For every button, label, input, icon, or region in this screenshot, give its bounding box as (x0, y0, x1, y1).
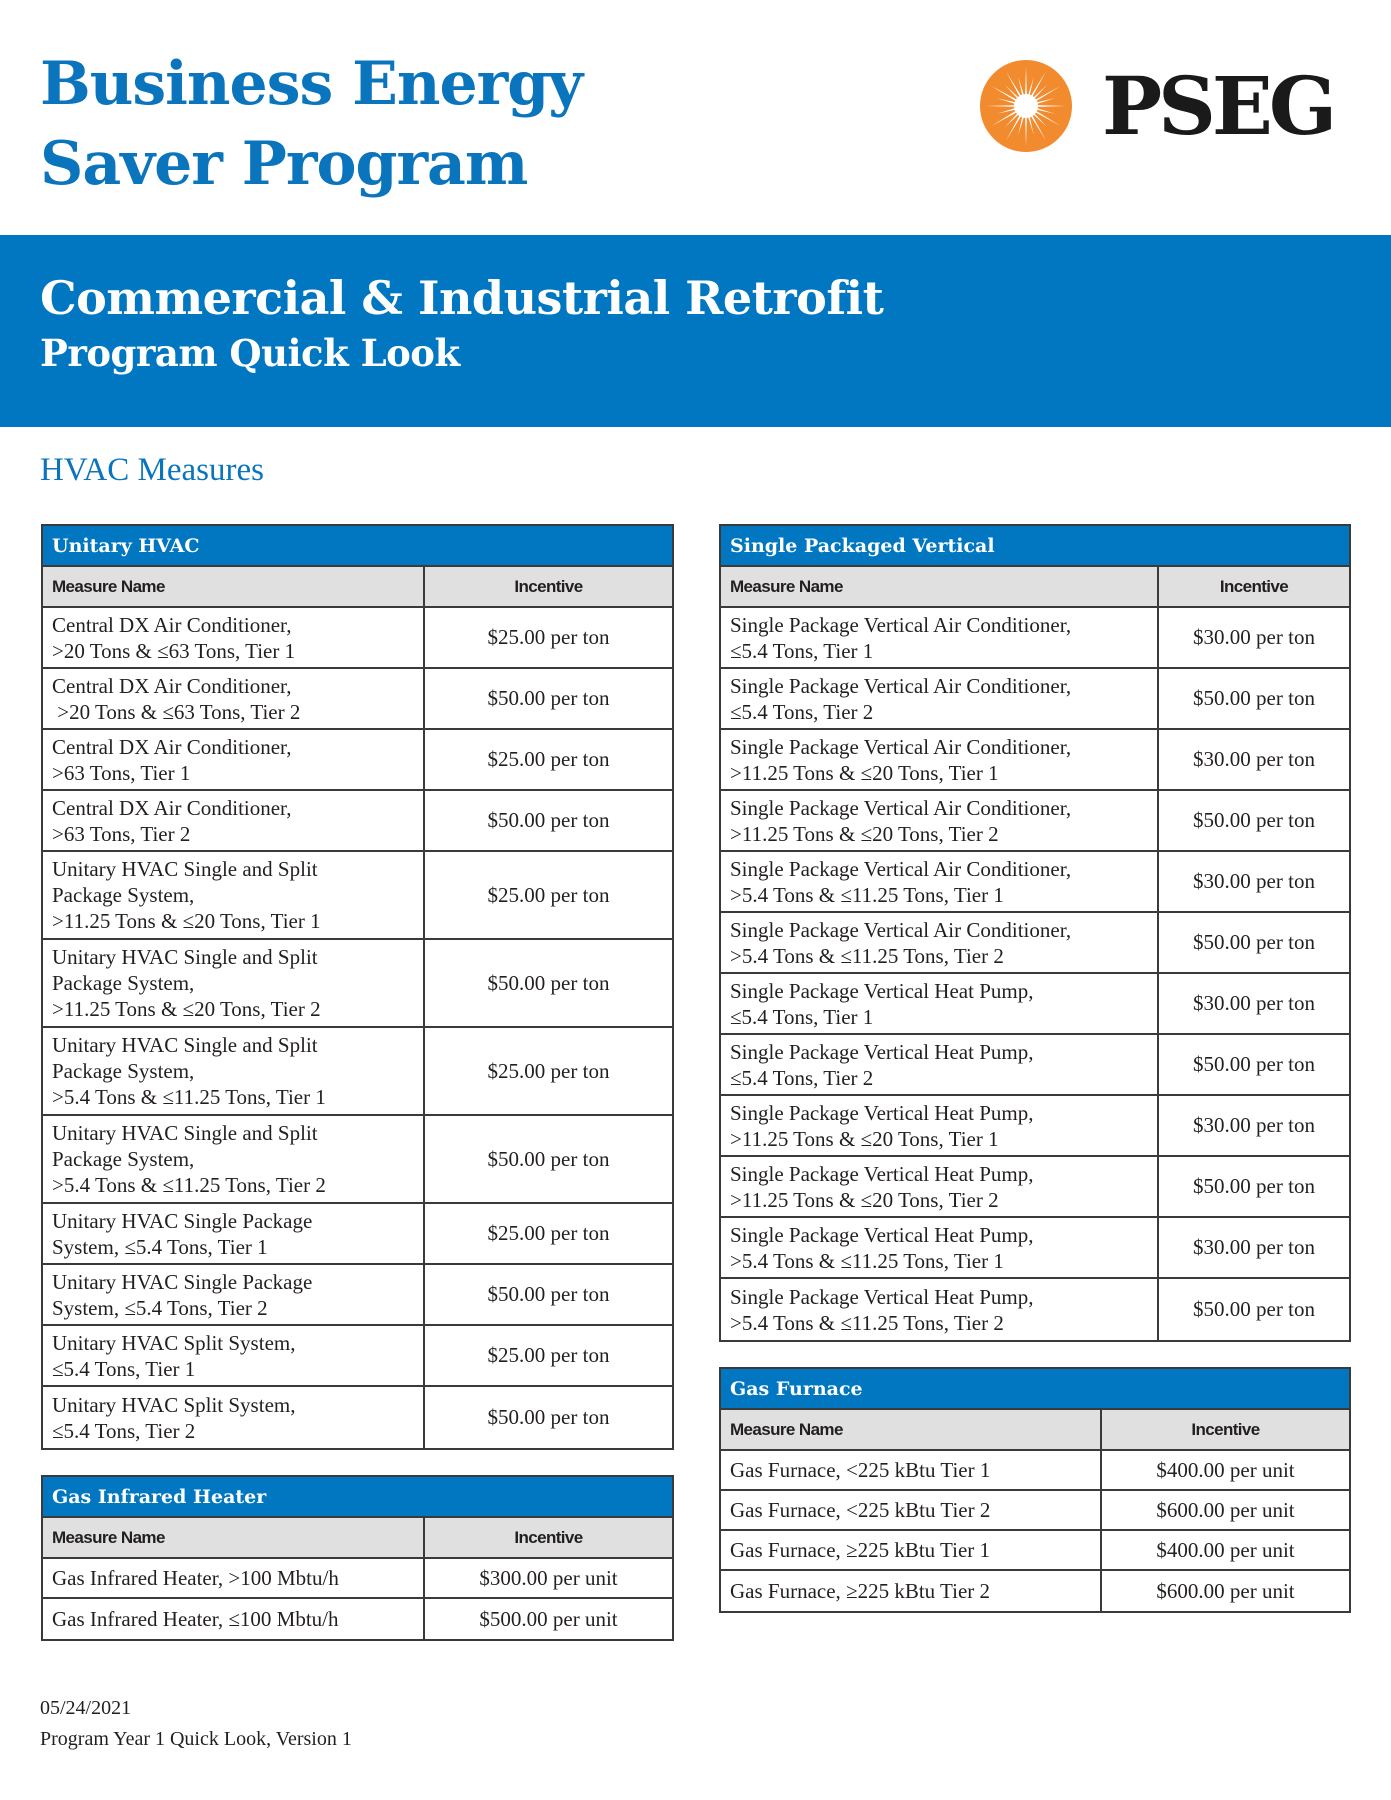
table-row (721, 1035, 1349, 1096)
incentive-cell: $50.00 per ton (487, 970, 610, 995)
incentive-cell: $30.00 per ton (1193, 1235, 1315, 1259)
measure-name-cell (721, 1451, 1102, 1489)
measure-name: Single Package Vertical Heat Pump, >5.4 Tons & ≤11.25 Tons, Tier 1 (730, 1222, 1034, 1273)
incentive-cell: $25.00 per ton (487, 1221, 610, 1245)
measure-name-cell (43, 730, 425, 789)
incentive-cell: $50.00 per ton (1193, 686, 1315, 710)
measure-name: Single Package Vertical Air Conditioner, >11.25 Tons & ≤20 Tons, Tier 2 (730, 795, 1072, 846)
incentive-cell: $50.00 per ton (487, 808, 610, 832)
measure-name: Central DX Air Conditioner, >63 Tons, Tier 1 (52, 734, 292, 785)
table-title: Single Packaged Vertical (721, 526, 1349, 567)
measure-name-cell (43, 791, 425, 850)
measure-name: Single Package Vertical Air Conditioner, >11.25 Tons & ≤20 Tons, Tier 1 (730, 734, 1072, 785)
table-row (43, 1599, 672, 1639)
footer-version: Program Year 1 Quick Look, Version 1 (40, 1728, 352, 1750)
incentive-cell: $25.00 per ton (487, 882, 610, 907)
table-row (43, 852, 672, 940)
banner (0, 235, 1391, 427)
table-row (43, 669, 672, 730)
incentive-cell: $30.00 per ton (1193, 991, 1315, 1015)
measure-name: Unitary HVAC Single and Split Package System, >11.25 Tons & ≤20 Tons, Tier 2 (52, 945, 321, 1021)
table-row (43, 1116, 672, 1204)
measure-name-cell (43, 1599, 425, 1639)
measure-name: Single Package Vertical Heat Pump, >5.4 Tons & ≤11.25 Tons, Tier 2 (730, 1284, 1034, 1335)
banner-title: Commercial & Industrial Retrofit (40, 271, 884, 325)
table-row (721, 913, 1349, 974)
measure-name-cell (43, 1116, 425, 1202)
table-row (721, 1157, 1349, 1218)
measure-name: Unitary HVAC Single Package System, ≤5.4 Tons, Tier 2 (52, 1269, 313, 1320)
measure-name-cell (43, 940, 425, 1026)
column-header-measure-name: Measure Name (721, 1410, 1102, 1449)
measure-name-cell (721, 1218, 1159, 1277)
incentive-cell: $50.00 per ton (1193, 1174, 1315, 1198)
table-row (43, 1559, 672, 1599)
column-header-measure-name: Measure Name (43, 1518, 425, 1557)
gas-furnace-table (719, 1367, 1351, 1613)
measure-name: Single Package Vertical Air Conditioner, ≤5.4 Tons, Tier 1 (730, 612, 1072, 663)
table-row (721, 1451, 1349, 1491)
table-title: Gas Infrared Heater (43, 1477, 672, 1518)
table-row (721, 1571, 1349, 1611)
measure-name-cell (721, 1531, 1102, 1569)
incentive-cell: $300.00 per unit (479, 1565, 618, 1590)
measure-name-cell (43, 852, 425, 938)
incentive-cell: $25.00 per ton (487, 1058, 610, 1083)
measure-name: Gas Infrared Heater, ≤100 Mbtu/h (52, 1607, 339, 1631)
incentive-cell: $400.00 per unit (1156, 1537, 1295, 1562)
measure-name-cell (721, 730, 1159, 789)
table-row (43, 791, 672, 852)
measure-name: Unitary HVAC Single and Split Package System, >11.25 Tons & ≤20 Tons, Tier 1 (52, 857, 321, 933)
incentive-cell: $30.00 per ton (1193, 869, 1315, 893)
measure-name-cell (43, 608, 425, 667)
pseg-logo (980, 56, 1360, 156)
table-row (43, 1387, 672, 1448)
title-line-2: Saver Program (40, 129, 528, 199)
measure-name: Unitary HVAC Split System, ≤5.4 Tons, Tier 1 (52, 1330, 296, 1381)
measure-name: Single Package Vertical Heat Pump, >11.25 Tons & ≤20 Tons, Tier 2 (730, 1161, 1034, 1212)
measure-name-cell (721, 1096, 1159, 1155)
table-title: Unitary HVAC (43, 526, 672, 567)
table-row (721, 1096, 1349, 1157)
measure-name: Gas Furnace, <225 kBtu Tier 2 (730, 1498, 991, 1522)
measure-name-cell (721, 1279, 1159, 1340)
title-line-1: Business Energy (40, 49, 583, 119)
banner-subtitle: Program Quick Look (40, 331, 460, 375)
incentive-cell: $25.00 per ton (487, 625, 610, 649)
gas-infrared-heater-table (41, 1475, 674, 1641)
column-header-row (43, 1518, 672, 1559)
incentive-cell: $25.00 per ton (487, 1343, 610, 1367)
incentive-cell: $30.00 per ton (1193, 625, 1315, 649)
measure-name-cell (43, 1204, 425, 1263)
measure-name: Unitary HVAC Single Package System, ≤5.4 Tons, Tier 1 (52, 1208, 313, 1259)
table-row (721, 791, 1349, 852)
measure-name-cell (43, 669, 425, 728)
table-row (721, 1531, 1349, 1571)
incentive-cell: $50.00 per ton (1193, 808, 1315, 832)
measure-name: Unitary HVAC Split System, ≤5.4 Tons, Tier 2 (52, 1392, 296, 1443)
table-row (721, 974, 1349, 1035)
column-header-incentive: Incentive (1191, 1419, 1260, 1439)
section-title: HVAC Measures (40, 452, 264, 488)
incentive-cell: $600.00 per unit (1156, 1578, 1295, 1603)
measure-name-cell (43, 1559, 425, 1597)
table-row (721, 852, 1349, 913)
column-header-incentive: Incentive (1219, 576, 1289, 596)
measure-name-cell (43, 1028, 425, 1114)
measure-name: Central DX Air Conditioner, >20 Tons & ≤63 Tons, Tier 1 (52, 612, 296, 663)
table-row (43, 1265, 672, 1326)
table-row (43, 1028, 672, 1116)
measure-name: Gas Furnace, <225 kBtu Tier 1 (730, 1458, 991, 1482)
column-header-incentive: Incentive (514, 576, 583, 596)
incentive-cell: $50.00 per ton (487, 1405, 610, 1429)
incentive-cell: $50.00 per ton (1193, 1297, 1315, 1321)
measure-name-cell (721, 1035, 1159, 1094)
measure-name-cell (721, 913, 1159, 972)
column-header-row (721, 1410, 1349, 1451)
table-row (721, 730, 1349, 791)
incentive-cell: $30.00 per ton (1193, 1113, 1315, 1137)
incentive-cell: $600.00 per unit (1156, 1497, 1295, 1522)
table-row (721, 1279, 1349, 1340)
measure-name: Single Package Vertical Air Conditioner, >5.4 Tons & ≤11.25 Tons, Tier 1 (730, 856, 1072, 907)
column-header-incentive: Incentive (514, 1527, 583, 1547)
program-title (40, 44, 582, 204)
measure-name: Single Package Vertical Air Conditioner, ≤5.4 Tons, Tier 2 (730, 673, 1072, 724)
incentive-cell: $50.00 per ton (1193, 1052, 1315, 1076)
logo-text: PSEG (1102, 59, 1334, 153)
table-row (43, 940, 672, 1028)
measure-name: Gas Furnace, ≥225 kBtu Tier 2 (730, 1579, 991, 1603)
table-title: Gas Furnace (721, 1369, 1349, 1410)
incentive-cell: $500.00 per unit (479, 1606, 618, 1631)
measure-name: Central DX Air Conditioner, >20 Tons & ≤63 Tons, Tier 2 (52, 673, 301, 724)
measure-name-cell (721, 1491, 1102, 1529)
column-header-measure-name: Measure Name (43, 567, 425, 606)
unitary-hvac-table (41, 524, 674, 1450)
incentive-cell: $400.00 per unit (1156, 1457, 1295, 1482)
measure-name-cell (721, 974, 1159, 1033)
incentive-cell: $50.00 per ton (487, 1282, 610, 1306)
measure-name: Single Package Vertical Heat Pump, >11.25 Tons & ≤20 Tons, Tier 1 (730, 1100, 1034, 1151)
column-header-measure-name: Measure Name (721, 567, 1159, 606)
measure-name: Gas Furnace, ≥225 kBtu Tier 1 (730, 1538, 991, 1562)
table-row (721, 1218, 1349, 1279)
measure-name-cell (721, 791, 1159, 850)
measure-name-cell (43, 1326, 425, 1385)
incentive-cell: $30.00 per ton (1193, 747, 1315, 771)
incentive-cell: $50.00 per ton (487, 686, 610, 710)
incentive-cell: $25.00 per ton (487, 747, 610, 771)
table-row (721, 669, 1349, 730)
measure-name-cell (43, 1387, 425, 1448)
table-row (721, 608, 1349, 669)
measure-name-cell (721, 852, 1159, 911)
column-header-row (43, 567, 672, 608)
measure-name: Gas Infrared Heater, >100 Mbtu/h (52, 1566, 339, 1590)
measure-name: Unitary HVAC Single and Split Package System, >5.4 Tons & ≤11.25 Tons, Tier 2 (52, 1121, 326, 1197)
table-row (43, 730, 672, 791)
table-row (43, 608, 672, 669)
measure-name: Central DX Air Conditioner, >63 Tons, Tier 2 (52, 795, 292, 846)
footer-date: 05/24/2021 (40, 1697, 132, 1719)
measure-name: Single Package Vertical Heat Pump, ≤5.4 Tons, Tier 1 (730, 978, 1034, 1029)
footer (40, 1693, 352, 1755)
measure-name-cell (721, 669, 1159, 728)
incentive-cell: $50.00 per ton (1193, 930, 1315, 954)
measure-name: Single Package Vertical Heat Pump, ≤5.4 Tons, Tier 2 (730, 1039, 1034, 1090)
measure-name-cell (43, 1265, 425, 1324)
table-row (721, 1491, 1349, 1531)
measure-name-cell (721, 1157, 1159, 1216)
table-row (43, 1204, 672, 1265)
column-header-row (721, 567, 1349, 608)
table-row (43, 1326, 672, 1387)
sun-logo-icon (980, 60, 1072, 152)
measure-name: Single Package Vertical Air Conditioner, >5.4 Tons & ≤11.25 Tons, Tier 2 (730, 917, 1072, 968)
measure-name-cell (721, 608, 1159, 667)
measure-name-cell (721, 1571, 1102, 1611)
incentive-cell: $50.00 per ton (487, 1146, 610, 1171)
single-packaged-vertical-table (719, 524, 1351, 1342)
measure-name: Unitary HVAC Single and Split Package System, >5.4 Tons & ≤11.25 Tons, Tier 1 (52, 1033, 326, 1109)
